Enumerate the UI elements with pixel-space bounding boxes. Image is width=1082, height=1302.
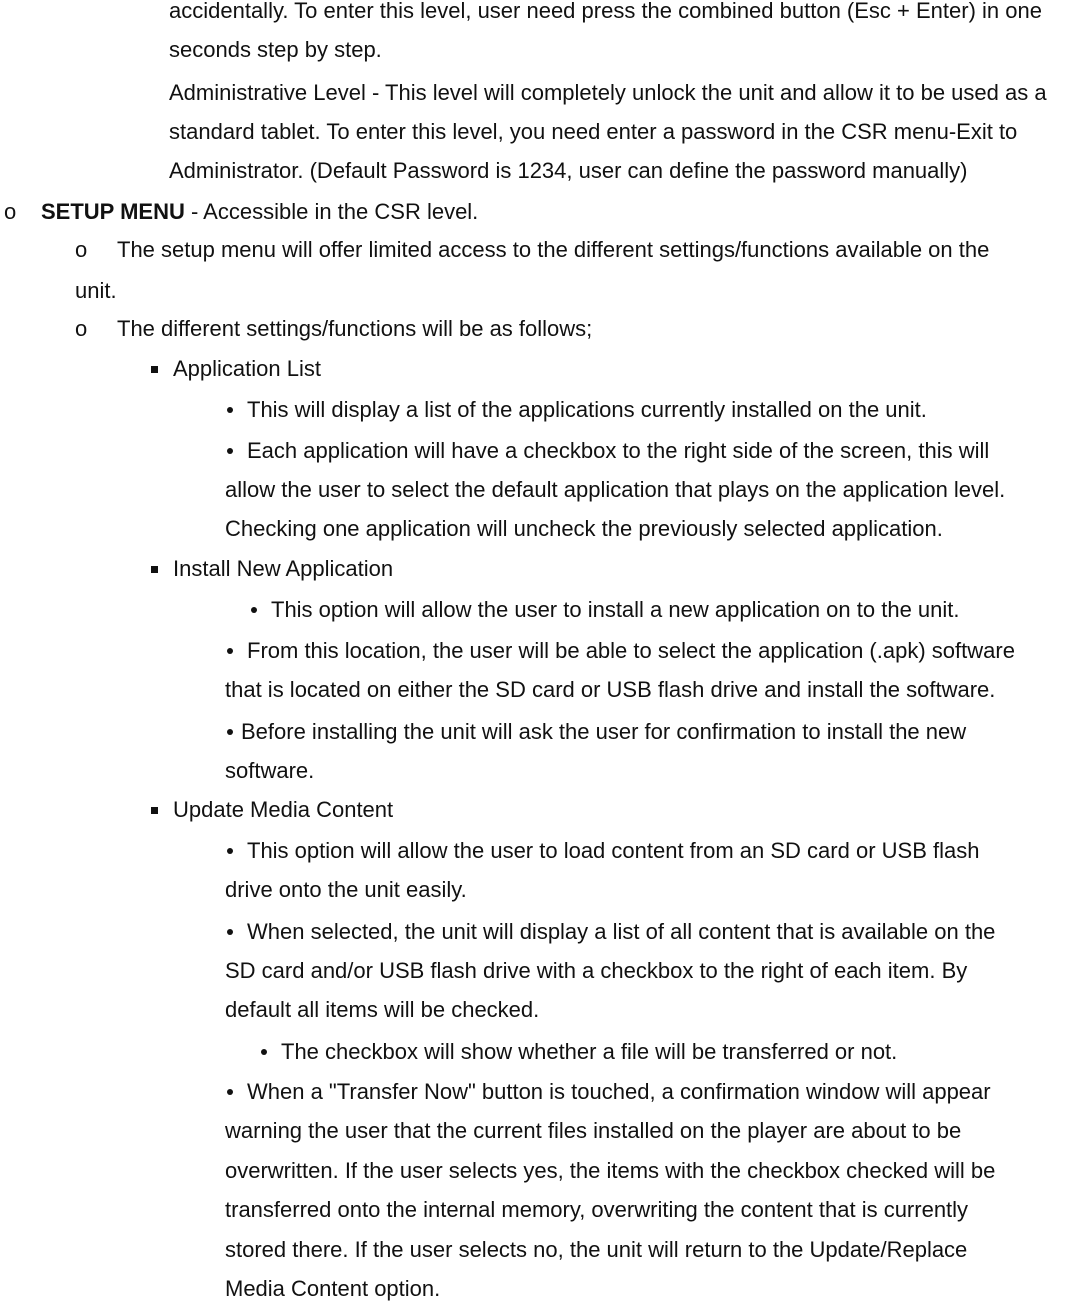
round-bullet-icon bbox=[227, 929, 233, 935]
body-text-line: that is located on either the SD card or USB flash drive and install the software. bbox=[225, 677, 996, 702]
body-text-line: drive onto the unit easily. bbox=[225, 877, 467, 902]
square-bullet-icon bbox=[151, 566, 158, 573]
round-bullet-icon bbox=[227, 407, 233, 413]
setup-menu-subtitle: - Accessible in the CSR level. bbox=[184, 199, 479, 224]
setup-menu-heading bbox=[41, 199, 478, 225]
body-text-line: The checkbox will show whether a file will be transferred or not. bbox=[281, 1039, 898, 1064]
body-text-line: Administrative Level - This level will completely unlock the unit and allow it to be used as a bbox=[169, 80, 1047, 105]
body-text-line: From this location, the user will be able to select the application (.apk) software bbox=[247, 638, 1015, 663]
body-text-line: default all items will be checked. bbox=[225, 997, 540, 1022]
body-text-line: seconds step by step. bbox=[169, 37, 382, 62]
body-text-line: Media Content option. bbox=[225, 1276, 441, 1301]
body-text-line: accidentally. To enter this level, user need press the combined button (Esc + Enter) in one bbox=[169, 0, 1042, 23]
round-bullet-icon bbox=[227, 648, 233, 654]
body-text-line: SD card and/or USB flash drive with a checkbox to the right of each item. By bbox=[225, 958, 968, 983]
section-application-list: Application List bbox=[173, 356, 321, 381]
list-marker-o: o bbox=[75, 316, 88, 341]
square-bullet-icon bbox=[151, 807, 158, 814]
body-text-line: Administrator. (Default Password is 1234, user can define the password manually) bbox=[169, 158, 968, 183]
body-text-line: Before installing the unit will ask the user for confirmation to install the new bbox=[241, 719, 967, 744]
round-bullet-icon bbox=[227, 1089, 233, 1095]
list-marker-o: o bbox=[4, 199, 17, 224]
body-text-line: warning the user that the current files installed on the player are about to be bbox=[225, 1118, 962, 1143]
round-bullet-icon bbox=[227, 729, 233, 735]
round-bullet-icon bbox=[227, 848, 233, 854]
body-text-line: Each application will have a checkbox to the right side of the screen, this will bbox=[247, 438, 990, 463]
list-marker-o: o bbox=[75, 237, 88, 262]
body-text-line: This option will allow the user to load content from an SD card or USB flash bbox=[247, 838, 980, 863]
body-text-line: Checking one application will uncheck the previously selected application. bbox=[225, 516, 943, 541]
body-text-line: transferred onto the internal memory, overwriting the content that is currently bbox=[225, 1197, 969, 1222]
round-bullet-icon bbox=[261, 1049, 267, 1055]
body-text-line: This will display a list of the applications currently installed on the unit. bbox=[247, 397, 927, 422]
body-text-line: allow the user to select the default application that plays on the application level. bbox=[225, 477, 1006, 502]
body-text-line: unit. bbox=[75, 278, 117, 303]
body-text-line: The setup menu will offer limited access to the different settings/functions available on the bbox=[117, 237, 990, 262]
body-text-line: overwritten. If the user selects yes, the items with the checkbox checked will be bbox=[225, 1158, 996, 1183]
round-bullet-icon bbox=[227, 448, 233, 454]
setup-menu-title: SETUP MENU bbox=[41, 199, 185, 224]
body-text-line: The different settings/functions will be as follows; bbox=[117, 316, 593, 341]
body-text-line: standard tablet. To enter this level, you need enter a password in the CSR menu-Exit to bbox=[169, 119, 1018, 144]
section-install-new-application: Install New Application bbox=[173, 556, 394, 581]
body-text-line: stored there. If the user selects no, the unit will return to the Update/Replace bbox=[225, 1237, 968, 1262]
body-text-line: This option will allow the user to install a new application on to the unit. bbox=[271, 597, 960, 622]
body-text-line: When selected, the unit will display a list of all content that is available on the bbox=[247, 919, 996, 944]
square-bullet-icon bbox=[151, 366, 158, 373]
body-text-line: software. bbox=[225, 758, 315, 783]
round-bullet-icon bbox=[251, 607, 257, 613]
section-update-media-content: Update Media Content bbox=[173, 797, 394, 822]
body-text-line: When a "Transfer Now" button is touched, a confirmation window will appear bbox=[247, 1079, 991, 1104]
